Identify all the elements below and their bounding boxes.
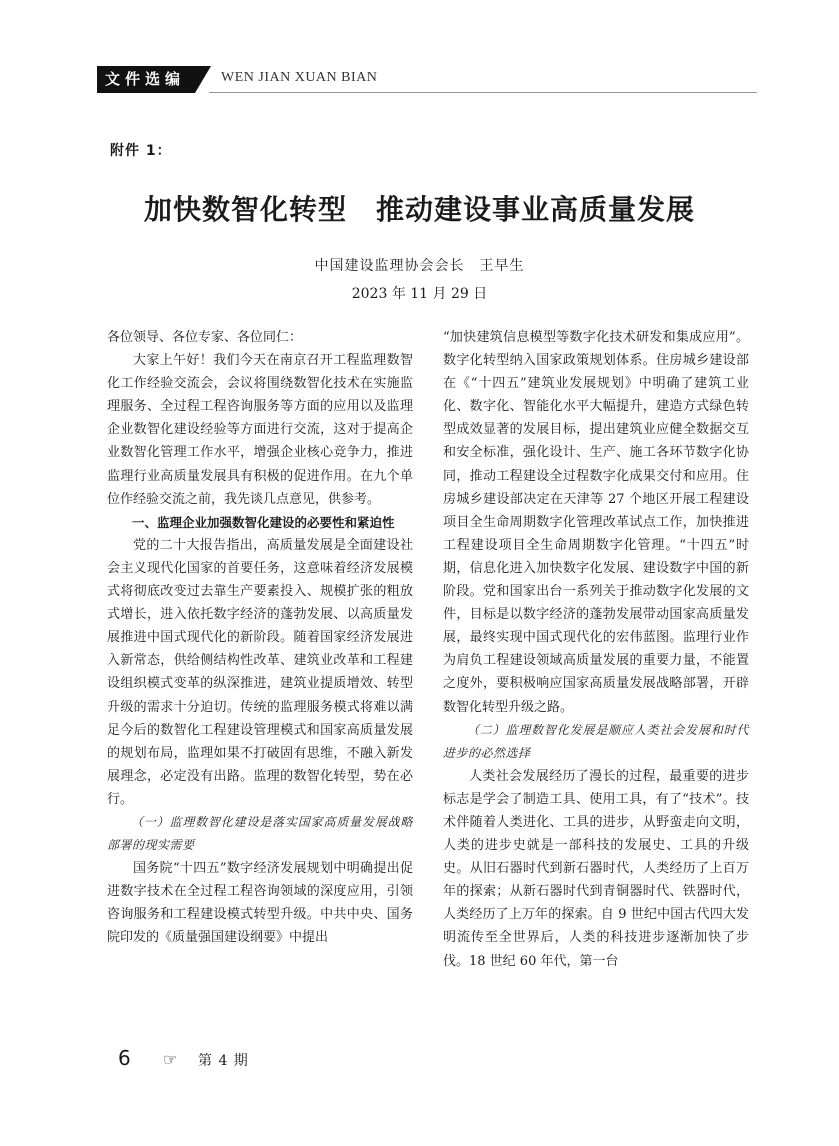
body-paragraph: 党的二十大报告指出，高质量发展是全面建设社会主义现代化国家的首要任务，这意味着经济发展模式将彻底改变过去靠生产要素投入、规模扩张的粗放式增长，进入依托数字经济的蓬勃发展、以高质量发展推进中国式现代化的新阶段。随着国家经济发展进入新常态，供给侧结构性改革、建筑业改革和工程建设组织模式变革的纵深推进，建筑业提质增效、转型升级的需求十分迫切。传统的监理服务模式将难以满足今后的数智化工程建设管理模式和国家高质量发展的规划布局，监理如果不打破固有思维，不融入新发展理念，必定没有出路。监理的数智化转型，势在必行。	[107, 537, 413, 807]
article-title: 加快数智化转型 推动建设事业高质量发展	[143, 193, 695, 226]
left-column	[107, 326, 413, 950]
section-heading: 一、监理企业加强数智化建设的必要性和紧迫性	[132, 514, 395, 530]
section-badge: 文件选编	[97, 66, 195, 93]
article-date: 2023 年 11 月 29 日	[351, 286, 488, 302]
subsection-heading: （一）监理数智化建设是落实国家高质量发展战略部署的现实需要	[107, 814, 413, 853]
section-english-title: WEN JIAN XUAN BIAN	[221, 70, 378, 85]
pointing-hand-icon: ☞	[163, 1050, 178, 1069]
body-paragraph: 大家上午好！我们今天在南京召开工程监理数智化工作经验交流会，会议将围绕数智化技术在实施监理服务、全过程工程咨询服务等方面的应用以及监理企业数智化建设经验等方面进行交流，这对于提高企业数智化管理工作水平，增强企业核心竞争力，推进监理行业高质量发展具有积极的促进作用。在九个单位作经验交流之前，我先谈几点意见，供参考。	[107, 353, 413, 507]
subsection-heading: （二）监理数智化发展是顺应人类社会发展和时代进步的必然选择	[443, 722, 749, 760]
attachment-label: 附件 1：	[110, 143, 172, 159]
page-header	[97, 62, 757, 98]
body-paragraph: 国务院“十四五”数字经济发展规划中明确提出促进数字技术在全过程工程咨询领域的深度应用，引领咨询服务和工程建设模式转型升级。中共中央、国务院印发的《质量强国建设纲要》中提出	[107, 861, 413, 946]
page-number: 6	[118, 1046, 131, 1070]
article-author: 中国建设监理协会会长 王早生	[314, 258, 525, 274]
body-paragraph: “加快建筑信息模型等数字化技术研发和集成应用”。数字化转型纳入国家政策规划体系。住房城乡建设部在《“十四五”建筑业发展规划》中明确了建筑工业化、数字化、智能化水平大幅提升，建造方式绿色转型成效显著的发展目标，提出建筑业应健全数据交互和安全标准，强化设计、生产、施工各环节数字化协同，推动工程建设全过程数字化成果交付和应用。住房城乡建设部决定在天津等 27 个地区开展工程建设项目全生命周期数字化管理改革试点工作，加快推进工程建设项目全生命周期数字化管理。“十四五”时期，信息化进入加快数字化发展、建设数字中国的新阶段。党和国家出台一系列关于推动数字化发展的文件，目标是以数字经济的蓬勃发展带动国家高质量发展，最终实现中国式现代化的宏伟蓝图。监理行业作为肩负工程建设领域高质量发展的重要力量，不能置之度外，要积极响应国家高质量发展战略部署，开辟数智化转型升级之路。	[443, 330, 749, 715]
header-rule	[209, 92, 757, 93]
right-column	[443, 326, 749, 973]
salutation: 各位领导、各位专家、各位同仁：	[107, 330, 303, 345]
issue-number: 第 4 期	[198, 1053, 249, 1069]
body-paragraph: 人类社会发展经历了漫长的过程，最重要的进步标志是学会了制造工具、使用工具，有了“技术”。技术伴随着人类进化、工具的进步，从野蛮走向文明，人类的进步史就是一部科技的发展史、工具的升级史。从旧石器时代到新石器时代，人类经历了上百万年的探索；从新石器时代到青铜器时代、铁器时代，人类经历了上万年的探索。自 9 世纪中国古代四大发明流传至全世界后，人类的科技进步逐渐加快了步伐。18 世纪 60 年代，第一台	[443, 768, 749, 969]
badge-slash-decoration	[195, 66, 211, 93]
